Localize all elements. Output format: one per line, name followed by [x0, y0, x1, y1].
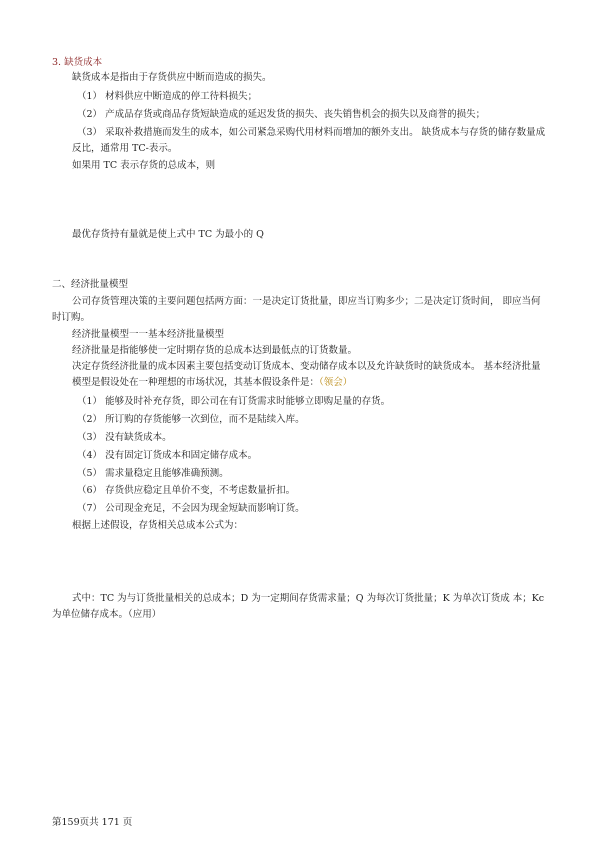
list-item: （3） 没有缺货成本。: [77, 432, 172, 443]
tc-definition: 如果用 TC 表示存货的总成本，则: [72, 160, 216, 171]
list-item: （1） 材料供应中断造成的停工待料损失；: [77, 91, 258, 102]
paragraph-line: 决定存货经济批量的成本因素主要包括变动订货成本、变动储存成本以及允许缺货时的缺货成本。 基本经济批量: [72, 361, 541, 372]
model-definition: 经济批量是指能够使一定时期存货的总成本达到最低点的订货数量。: [72, 345, 358, 356]
model-title: 经济批量模型一一基本经济批量模型: [72, 329, 225, 340]
list-item: （3） 采取补救措施而发生的成本，如公司紧急采购代用材料而增加的额外支出。 缺货成本与存货的储存数量成: [77, 127, 546, 138]
list-item: （2） 所订购的存货能够一次到位，而不是陆续入库。: [77, 414, 305, 425]
formula-note-line: [52, 609, 161, 621]
list-item: （5） 需求量稳定且能够准确预测。: [77, 468, 229, 479]
list-item-continuation: 反比，通常用 TC-表示。: [72, 143, 178, 154]
tag-yingyong: （应用）: [128, 609, 162, 620]
formula-note-end: 为单位储存成本。: [52, 609, 129, 620]
assumptions-lead: 模型是假设处在一种理想的市场状况，其基本假设条件是：: [72, 377, 320, 388]
page-number: 第159页共 171 页: [52, 817, 133, 828]
formula-note-line: 式中：TC 为与订货批量相关的总成本；D 为一定期间存货需求量；Q 为每次订货批量；K 为单次订货成 本；Kc: [72, 593, 545, 604]
list-item: （4） 没有固定订货成本和固定储存成本。: [77, 450, 258, 461]
section-3-intro: 缺货成本是指由于存货供应中断而造成的损失。: [72, 72, 272, 83]
list-item: （1） 能够及时补充存货，即公司在有订货需求时能够立即购足量的存货。: [77, 396, 391, 407]
section-2-title: 二、经济批量模型: [52, 279, 129, 290]
list-item: （6） 存货供应稳定且单价不变，不考虑数量折扣。: [77, 485, 296, 496]
list-item: （7） 公司现金充足，不会因为现金短缺而影响订货。: [77, 503, 305, 514]
paragraph-line: [72, 377, 352, 389]
tag-lingkuai: （领会）: [319, 377, 353, 388]
paragraph-line: 公司存货管理决策的主要问题包括两方面：一是决定订货批量，即应当订购多少；二是决定订货时间， 即应当何: [72, 296, 541, 307]
formula-intro: 根据上述假设，存货相关总成本公式为：: [72, 520, 244, 531]
section-3-title: 3. 缺货成本: [52, 57, 103, 68]
optimal-statement: 最优存货持有量就是使上式中 TC 为最小的 Q: [72, 229, 264, 240]
list-item: （2） 产成品存货或商品存货短缺造成的延迟发货的损失、丧失销售机会的损失以及商誉的损失；: [77, 109, 486, 120]
paragraph-line: 时订购。: [52, 312, 91, 323]
